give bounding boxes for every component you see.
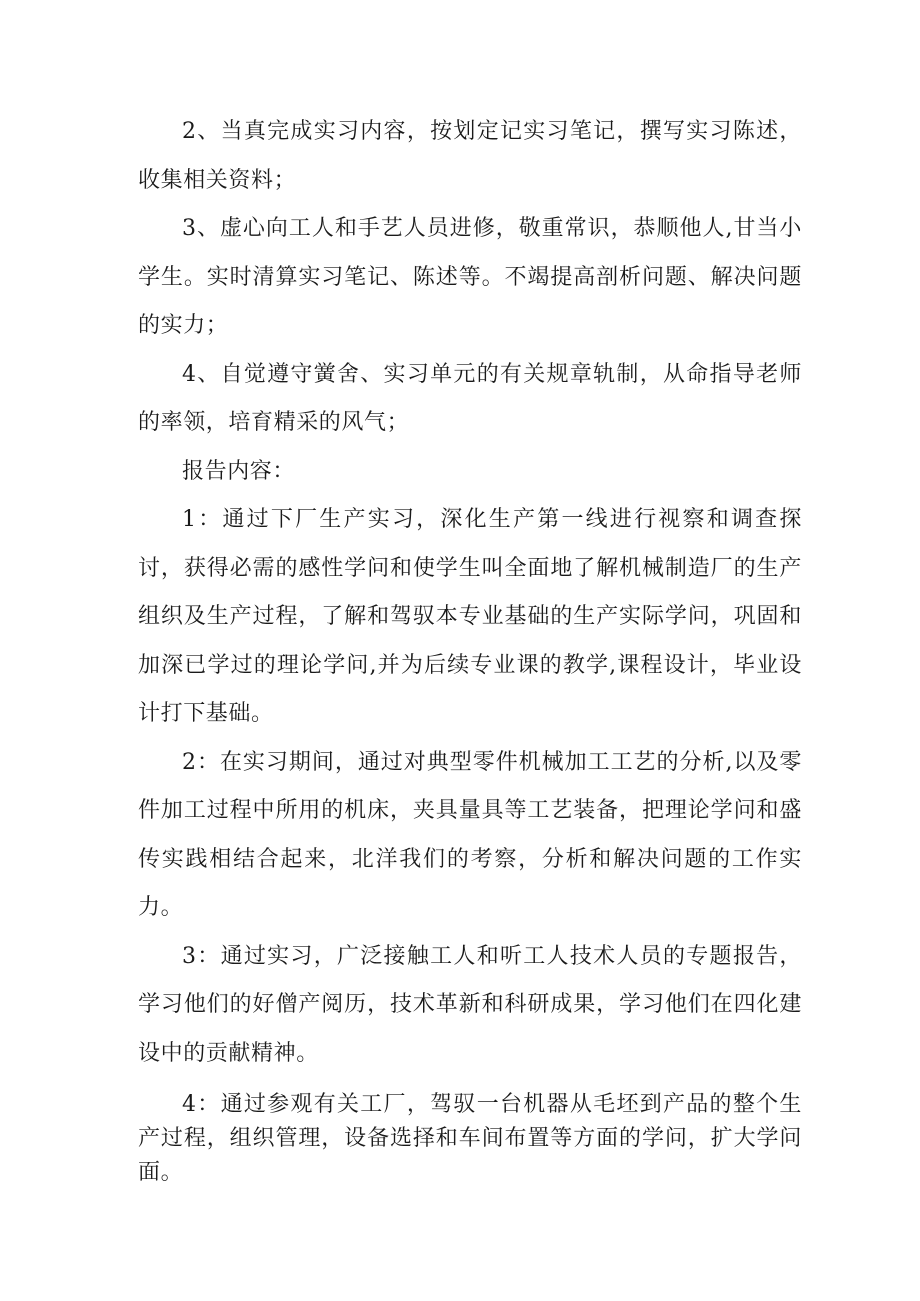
paragraph-report-item-3: 3：通过实习，广泛接触工人和听工人技术人员的专题报告，学习他们的好僧产阅历，技术革新和科研成果，学习他们在四化建设中的贡献精神。	[138, 943, 802, 1066]
paragraph-report-item-1: 1：通过下厂生产实习，深化生产第一线进行视察和调查探讨，获得必需的感性学问和使学生叫全面地了解机械制造厂的生产组织及生产过程，了解和驾驭本专业基础的生产实际学问，巩固和加深已学过的理论学问,并为后续专业课的教学,课程设计，毕业设计打下基础。	[138, 507, 802, 726]
document-body	[138, 108, 802, 1190]
paragraph-report-item-4: 4：通过参观有关工厂，驾驭一台机器从毛坯到产品的整个生产过程，组织管理，设备选择和车间布置等方面的学问，扩大学问面。	[138, 1092, 802, 1185]
paragraph-requirement-4: 4、自觉遵守黉舍、实习单元的有关规章轨制，从命指导老师的率领，培育精采的风气；	[138, 361, 802, 435]
section-heading-report-content: 报告内容：	[182, 458, 296, 484]
paragraph-report-item-2: 2：在实习期间，通过对典型零件机械加工工艺的分析,以及零件加工过程中所用的机床，夹具量具等工艺装备，把理论学问和盛传实践相结合起来，北洋我们的考察，分析和解决问题的工作实力。	[138, 749, 802, 920]
paragraph-requirement-2: 2、当真完成实习内容，按划定记实习笔记，撰写实习陈述，收集相关资料；	[138, 119, 802, 193]
paragraph-requirement-3: 3、虚心向工人和手艺人员进修，敬重常识，恭顺他人,甘当小学生。实时清算实习笔记、陈述等。不竭提高剖析问题、解决问题的实力；	[138, 216, 802, 338]
